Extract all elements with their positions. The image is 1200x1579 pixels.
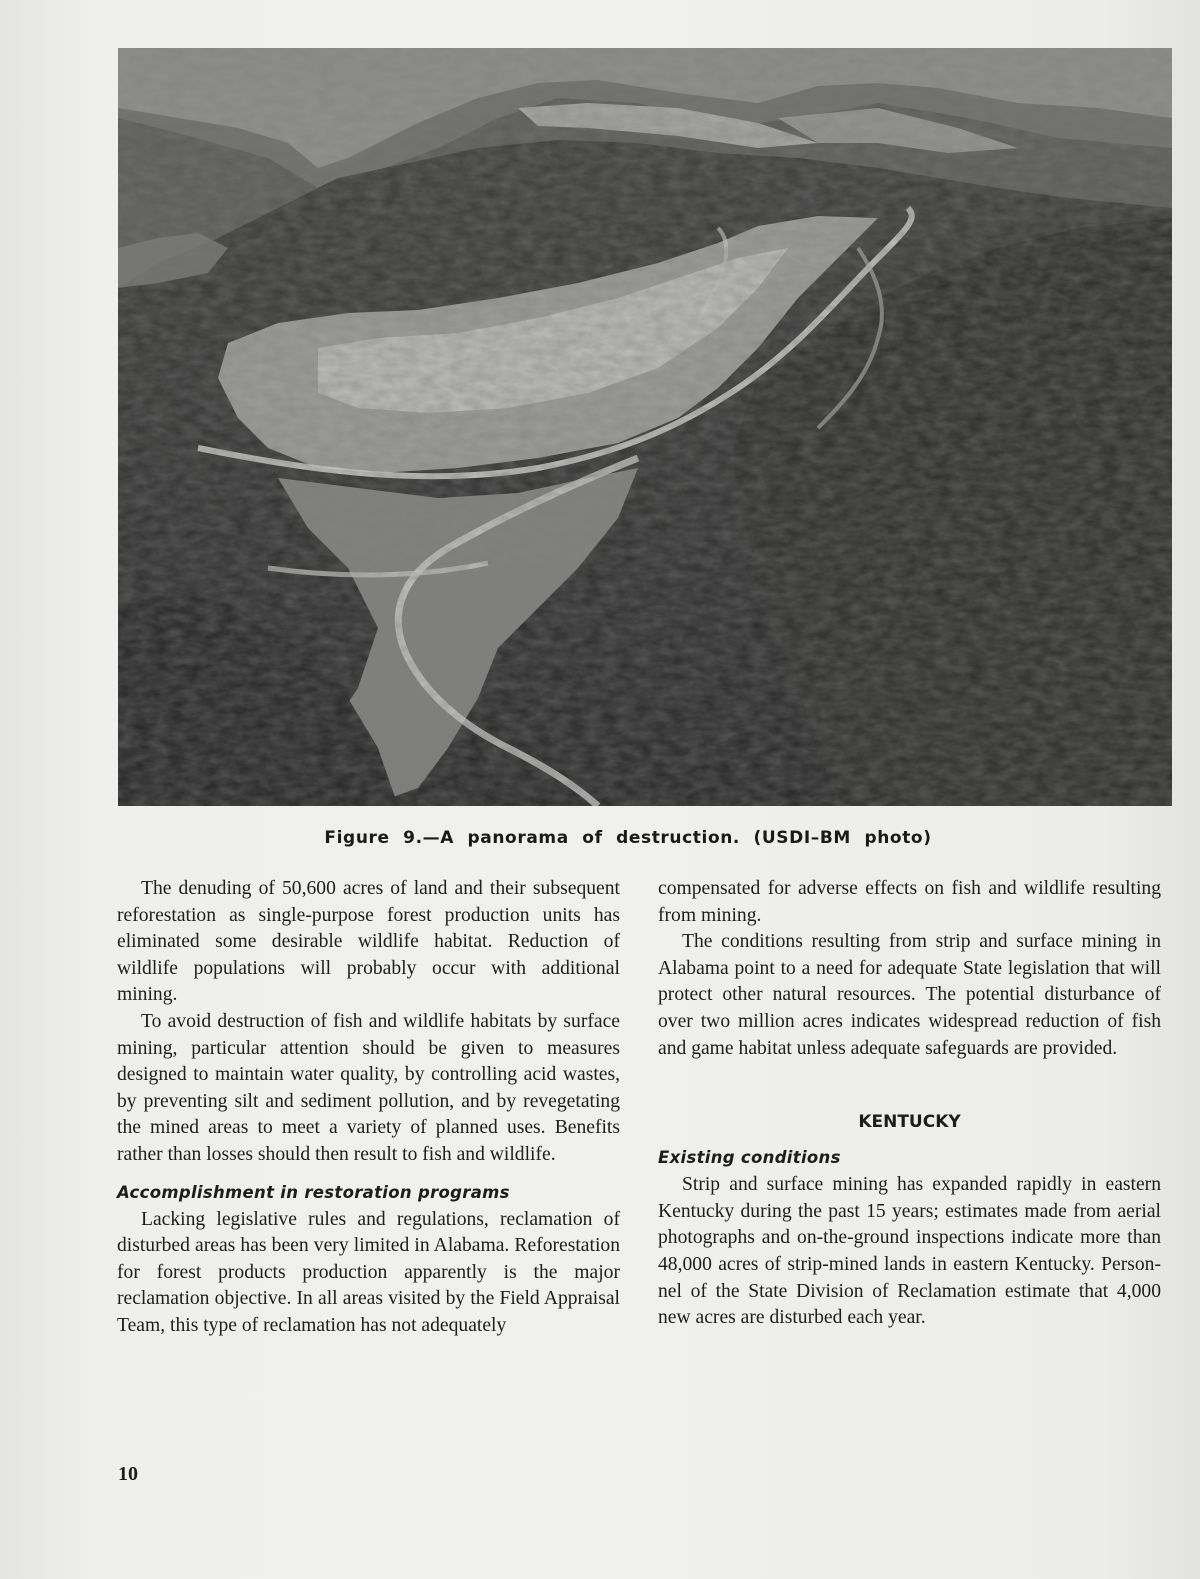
- state-heading: KENTUCKY: [858, 1112, 961, 1133]
- left-column: [117, 876, 620, 1340]
- photo-texture: [118, 48, 1172, 806]
- section-heading: Accomplishment in restoration programs: [117, 1182, 510, 1202]
- strip-mine-aerial-photo: [118, 48, 1172, 806]
- body-paragraph: To avoid destruction of fish and wildlife habitats by surface mining, particular attention should be given to measures designed to maintain water quality, by controlling acid wastes, by preventing silt and sediment pollution, and by revegetating the mined areas to meet a variety of planned uses. Benefits rather than losses should then result to fish and wildlife.: [117, 1010, 620, 1165]
- body-paragraph: The denuding of 50,600 acres of land and their subsequent reforestation as single-purpose forest production units has eliminated some desirable wildlife habitat. Reduction of wildlife populations will probably occur with additional mining.: [117, 878, 620, 1006]
- section-heading: Existing conditions: [658, 1148, 841, 1168]
- figure-caption: Figure 9.—A panorama of destruction. (USDI–BM photo): [324, 828, 932, 848]
- page-number: 10: [118, 1463, 138, 1485]
- body-paragraph: Strip and surface mining has expanded rapidly in eastern Kentucky during the past 15 years; estimates made from aerial photographs and on-the-ground inspections indicate more than 48,000 acres of strip-mined lands in eastern Kentucky. Personnel of the State Division of Reclamation estimate that 4,000 new acres are disturbed each year.: [658, 1174, 1161, 1329]
- continued-paragraph: compensated for adverse effects on fish and wildlife resulting from mining.: [658, 878, 1161, 926]
- body-paragraph: The conditions resulting from strip and surface mining in Alabama point to a need for adequate State legislation that will protect other natural resources. The potential disturbance of over two million acres indicates widespread reduction of fish and game habitat unless adequate safeguards are provided.: [658, 931, 1161, 1059]
- body-paragraph: Lacking legislative rules and regulations, reclamation of disturbed areas has been very limited in Alabama. Reforestation for forest products production apparently is the major reclamation objective. In all areas visited by the Field Appraisal Team, this type of reclamation has not adequately: [117, 1208, 620, 1336]
- figure-photo: [118, 48, 1172, 806]
- right-column: [658, 876, 1161, 1332]
